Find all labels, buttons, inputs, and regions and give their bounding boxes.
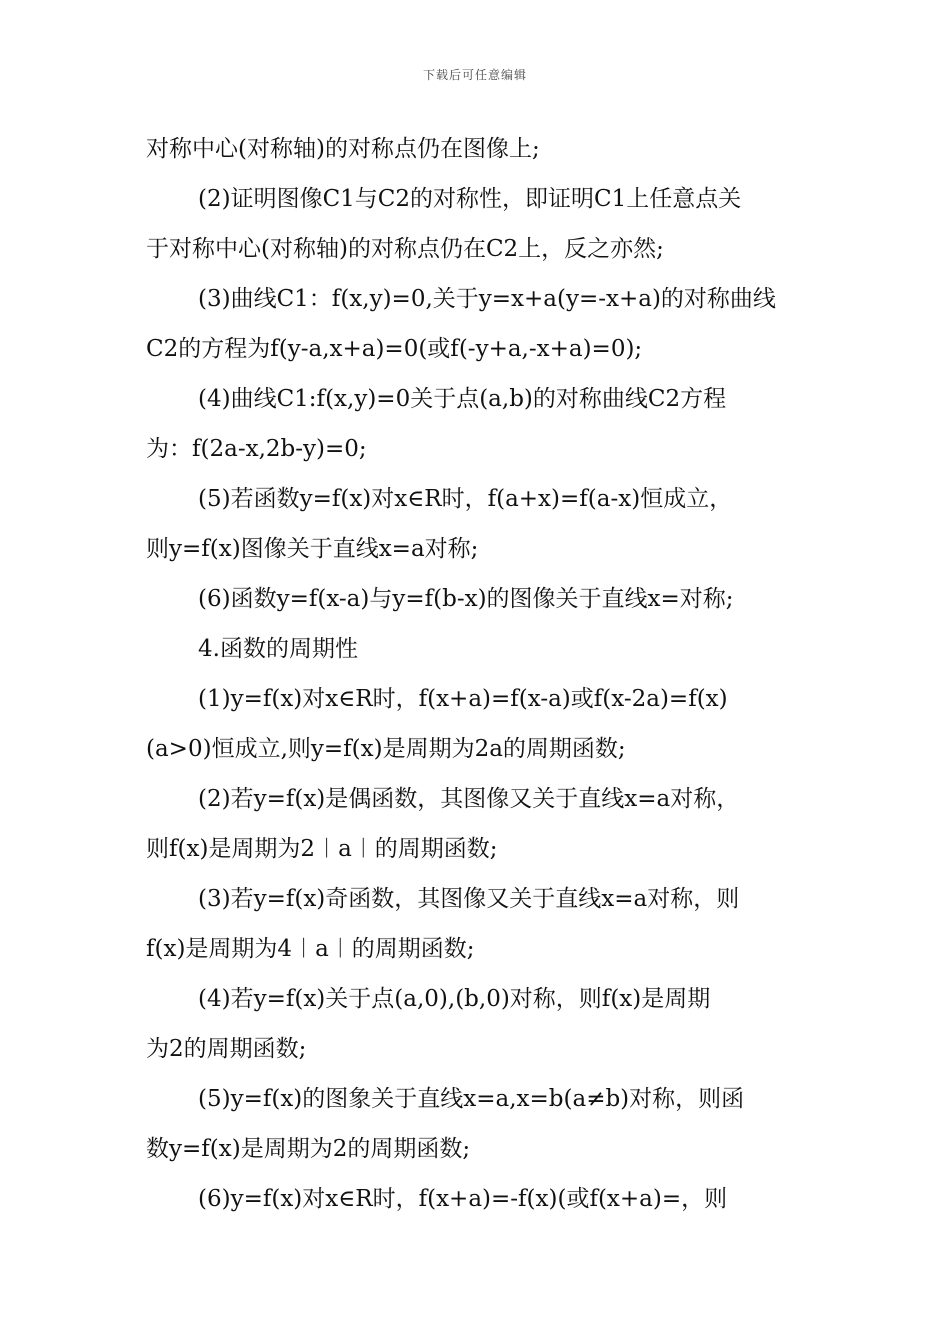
text-line: (2)证明图像C1与C2的对称性，即证明C1上任意点关 — [198, 186, 742, 212]
text-line: (2)若y=f(x)是偶函数，其图像又关于直线x=a对称， — [198, 786, 740, 812]
text-line: (3)若y=f(x)奇函数，其图像又关于直线x=a对称，则 — [198, 886, 740, 912]
text-line: 则y=f(x)图像关于直线x=a对称; — [146, 536, 479, 562]
text-line: 4.函数的周期性 — [198, 636, 358, 662]
text-line: (6)函数y=f(x-a)与y=f(b-x)的图像关于直线x=对称; — [198, 586, 734, 612]
text-line: (3)曲线C1：f(x,y)=0,关于y=x+a(y=-x+a)的对称曲线 — [198, 286, 776, 312]
text-line: (5)y=f(x)的图象关于直线x=a,x=b(a≠b)对称，则函 — [198, 1086, 745, 1112]
text-line: (1)y=f(x)对x∈R时，f(x+a)=f(x-a)或f(x-2a)=f(x) — [198, 686, 728, 712]
text-line: (4)若y=f(x)关于点(a,0),(b,0)对称，则f(x)是周期 — [198, 986, 711, 1012]
text-line: 数y=f(x)是周期为2的周期函数; — [146, 1136, 471, 1162]
text-line: (a>0)恒成立,则y=f(x)是周期为2a的周期函数; — [146, 736, 626, 762]
text-line: C2的方程为f(y-a,x+a)=0(或f(-y+a,-x+a)=0); — [146, 336, 643, 362]
text-line: f(x)是周期为4︱a︱的周期函数; — [146, 936, 475, 962]
text-line: 于对称中心(对称轴)的对称点仍在C2上，反之亦然; — [146, 236, 664, 262]
text-line: (5)若函数y=f(x)对x∈R时，f(a+x)=f(a-x)恒成立， — [198, 486, 733, 512]
text-line: 为2的周期函数; — [146, 1036, 307, 1062]
text-line: 对称中心(对称轴)的对称点仍在图像上; — [146, 136, 540, 162]
page-header: 下载后可任意编辑 — [422, 68, 527, 82]
text-line: (4)曲线C1:f(x,y)=0关于点(a,b)的对称曲线C2方程 — [198, 386, 727, 412]
text-line: 则f(x)是周期为2︱a︱的周期函数; — [146, 836, 498, 862]
document-body — [146, 124, 812, 1224]
text-line: (6)y=f(x)对x∈R时，f(x+a)=-f(x)(或f(x+a)=，则 — [198, 1186, 728, 1212]
text-line: 为：f(2a-x,2b-y)=0; — [146, 436, 367, 462]
